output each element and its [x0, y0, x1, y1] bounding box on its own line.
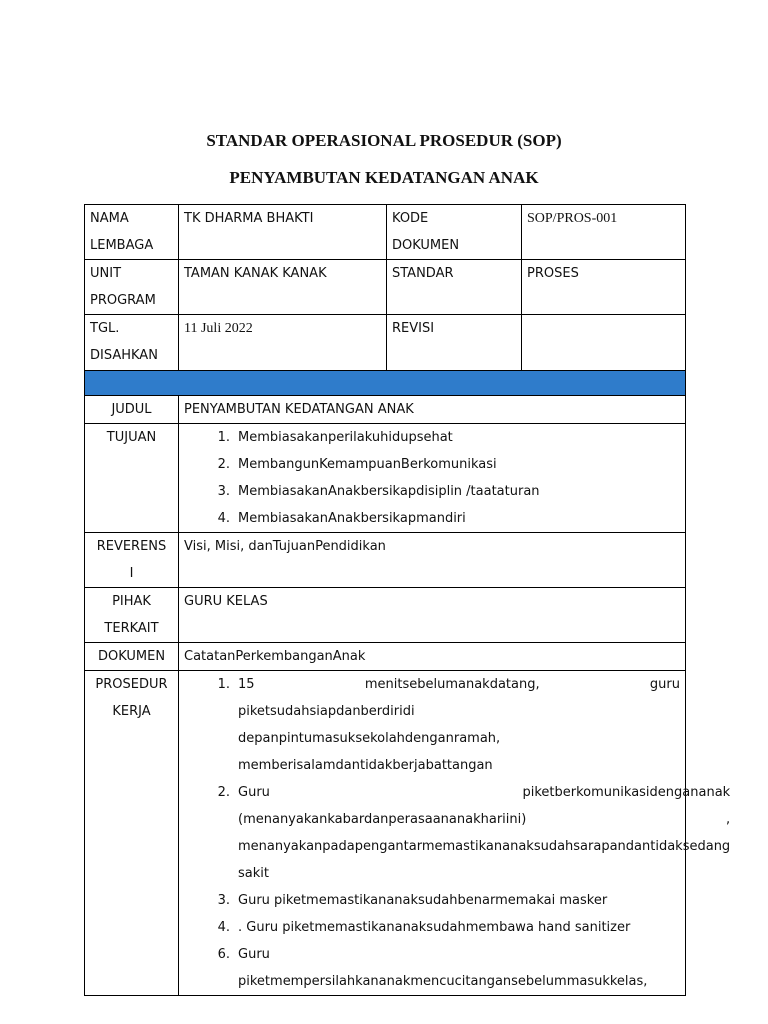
value-judul: PENYAMBUTAN KEDATANGAN ANAK — [179, 396, 686, 424]
value-prosedur-kerja — [179, 671, 731, 996]
list-item: 3. Guru piketmemastikananaksudahbenarmemakai masker — [217, 893, 608, 908]
label-tujuan: TUJUAN — [85, 424, 179, 533]
list-item: 4. . Guru piketmemastikananaksudahmembawa hand sanitizer — [217, 920, 631, 935]
row-pihak-terkait — [85, 588, 686, 643]
value-pihak-terkait: GURU KELAS — [179, 588, 686, 643]
label-tgl-disahkan: TGL. DISAHKAN — [85, 315, 179, 371]
label-revisi: REVISI — [387, 315, 522, 371]
sop-table — [84, 204, 731, 996]
document-title: STANDAR OPERASIONAL PROSEDUR (SOP) — [206, 131, 562, 150]
row-nama-lembaga — [85, 205, 686, 260]
list-item: 2. Guru piketberkomunikasidengananak (menanyakankabardanperasaananakhariini) , menanyakanpadapengantarmemastikananaksudahsarapandantidaksedang sakit — [217, 785, 731, 881]
value-nama-lembaga: TK DHARMA BHAKTI — [179, 205, 387, 260]
list-item: 1. 15 menitsebelumanakdatang, guru piketsudahsiapdanberdiridi depanpintumasuksekolahdenganramah, memberisalamdantidakberjabattangan — [217, 677, 680, 773]
list-item: 3. MembiasakanAnakbersikapdisiplin /taataturan — [217, 484, 540, 499]
value-unit-program: TAMAN KANAK KANAK — [179, 260, 387, 315]
row-judul — [85, 396, 686, 424]
row-tgl-disahkan — [85, 315, 686, 371]
prosedur-list — [184, 671, 731, 995]
label-pihak-terkait: PIHAK TERKAIT — [85, 588, 179, 643]
list-item: 4. MembiasakanAnakbersikapmandiri — [217, 511, 466, 526]
label-prosedur-kerja: PROSEDUR KERJA — [85, 671, 179, 996]
value-revisi — [522, 315, 686, 371]
row-unit-program — [85, 260, 686, 315]
list-item: 1. Membiasakanperilakuhidupsehat — [217, 430, 453, 445]
value-standar: PROSES — [522, 260, 686, 315]
label-nama-lembaga: NAMA LEMBAGA — [85, 205, 179, 260]
label-kode-dokumen: KODE DOKUMEN — [387, 205, 522, 260]
value-referensi: Visi, Misi, danTujuanPendidikan — [179, 533, 686, 588]
blue-separator-row — [85, 371, 686, 396]
value-tujuan — [179, 424, 686, 533]
list-item: 2. MembangunKemampuanBerkomunikasi — [217, 457, 497, 472]
row-tujuan — [85, 424, 686, 533]
blue-separator — [85, 371, 686, 396]
list-item: 6. Guru piketmempersilahkananakmencucitangansebelummasukkelas, — [217, 947, 648, 989]
tujuan-list — [184, 424, 680, 532]
row-prosedur-kerja — [85, 671, 686, 996]
label-referensi: REVERENS I — [85, 533, 179, 588]
label-dokumen: DOKUMEN — [85, 643, 179, 671]
value-tgl-disahkan: 11 Juli 2022 — [179, 315, 387, 371]
label-judul: JUDUL — [85, 396, 179, 424]
row-referensi — [85, 533, 686, 588]
label-unit-program: UNIT PROGRAM — [85, 260, 179, 315]
value-kode-dokumen: SOP/PROS-001 — [522, 205, 686, 260]
document-subtitle: PENYAMBUTAN KEDATANGAN ANAK — [229, 168, 539, 187]
label-standar: STANDAR — [387, 260, 522, 315]
value-dokumen: CatatanPerkembanganAnak — [179, 643, 686, 671]
row-dokumen — [85, 643, 686, 671]
